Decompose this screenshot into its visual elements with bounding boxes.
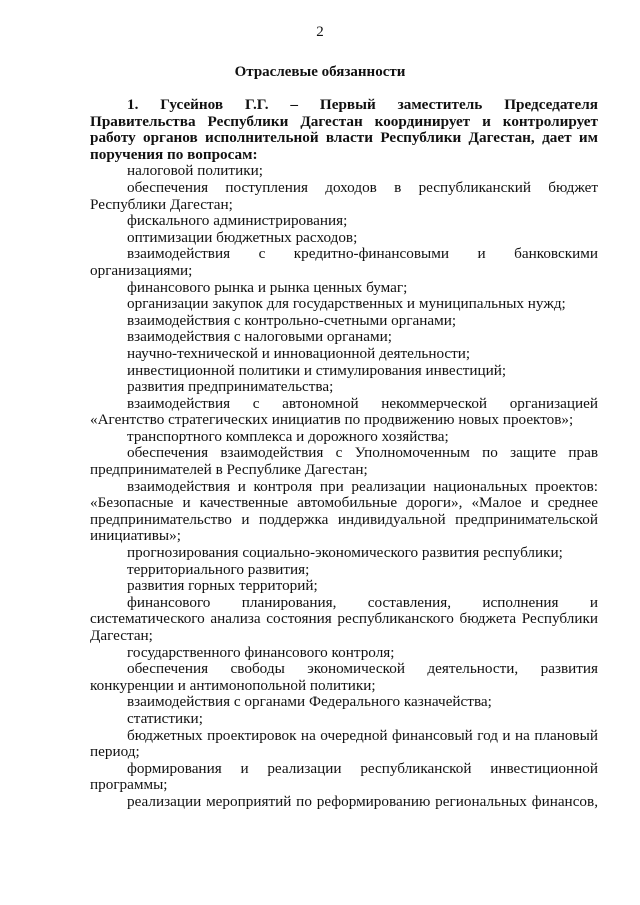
text-line: Дагестан;: [90, 627, 153, 644]
text-line: конкуренции и антимонопольной политики;: [90, 676, 376, 694]
text-line: фискального администрирования;: [127, 212, 348, 230]
text-line: взаимодействия с налоговыми органами;: [127, 328, 392, 346]
page-number: 2: [316, 24, 324, 40]
text-line: систематического анализа состояния республиканского бюджета Республики: [90, 611, 598, 628]
text-line: поручения по вопросам:: [90, 145, 258, 163]
text-line: инициативы»;: [90, 527, 181, 545]
text-line: взаимодействия с автономной некоммерческой организацией: [127, 395, 598, 412]
text-line: взаимодействия с органами Федерального казначейства;: [127, 693, 492, 711]
text-line: научно-технической и инновационной деятельности;: [127, 344, 471, 362]
text-line: налоговой политики;: [127, 162, 263, 180]
text-line: обеспечения поступления доходов в республиканский бюджет: [127, 179, 598, 196]
text-line: работу органов исполнительной власти Республики Дагестан, дает им: [90, 130, 598, 147]
text-line: финансового рынка и рынка ценных бумаг;: [127, 278, 408, 296]
text-line: 1. Гусейнов Г.Г. – Первый заместитель Председателя: [127, 97, 598, 113]
text-line: взаимодействия с кредитно-финансовыми и банковскими: [127, 246, 598, 263]
text-line: формирования и реализации республиканской инвестиционной: [127, 760, 598, 777]
text-line: организации закупок для государственных и муниципальных нужд;: [127, 295, 566, 313]
text-line: обеспечения взаимодействия с Уполномоченным по защите прав: [127, 445, 598, 462]
text-line: транспортного комплекса и дорожного хозяйства;: [127, 427, 449, 445]
document-body: [90, 97, 598, 811]
text-line: территориального развития;: [127, 560, 310, 578]
text-line: развития предпринимательства;: [127, 378, 334, 396]
text-line: прогнозирования социально-экономического развития республики;: [127, 544, 563, 562]
text-line: программы;: [90, 776, 168, 794]
text-line: финансового планирования, составления, исполнения и: [127, 594, 598, 611]
text-line: «Безопасные и качественные автомобильные дороги», «Малое и среднее: [90, 495, 598, 512]
text-line: бюджетных проектировок на очередной финансовый год и на плановый: [127, 727, 598, 744]
text-line: оптимизации бюджетных расходов;: [127, 228, 358, 246]
text-line: инвестиционной политики и стимулирования инвестиций;: [127, 361, 507, 379]
text-line: развития горных территорий;: [127, 577, 318, 595]
text-line: Республики Дагестан;: [90, 195, 233, 213]
text-line: предпринимательство и поддержка индивидуальной предпринимательской: [90, 511, 598, 528]
text-line: государственного финансового контроля;: [127, 643, 395, 661]
text-line: реализации мероприятий по реформированию региональных финансов,: [127, 793, 598, 810]
text-line: организациями;: [90, 261, 193, 279]
text-line: период;: [90, 743, 140, 761]
text-line: статистики;: [127, 709, 203, 727]
text-line: взаимодействия с контрольно-счетными органами;: [127, 311, 457, 329]
text-line: Правительства Республики Дагестан координирует и контролирует: [90, 113, 598, 130]
section-heading: Отраслевые обязанности: [234, 64, 406, 80]
text-line: предпринимателей в Республике Дагестан;: [90, 461, 368, 479]
text-line: взаимодействия и контроля при реализации национальных проектов:: [127, 478, 598, 495]
text-line: «Агентство стратегических инициатив по продвижению новых проектов»;: [90, 411, 574, 429]
text-line: обеспечения свободы экономической деятельности, развития: [127, 661, 598, 678]
